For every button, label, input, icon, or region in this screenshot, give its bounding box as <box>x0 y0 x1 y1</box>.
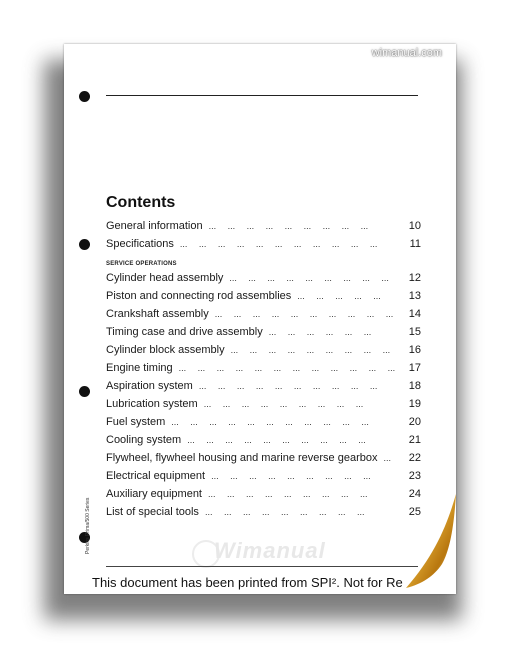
toc-page-number: 22 <box>408 452 421 464</box>
toc-section-heading: SERVICE OPERATIONS <box>106 261 177 267</box>
toc-entry-label: Fuel system <box>106 416 166 428</box>
toc-entry-label: Timing case and drive assembly <box>106 326 263 338</box>
toc-leader-dots: ... ... ... ... ... ... ... ... ... ... <box>198 381 378 391</box>
toc-entry-label: Cylinder block assembly <box>106 344 225 356</box>
toc-entry-label: Cooling system <box>106 434 182 446</box>
toc-page-number: 18 <box>408 380 421 392</box>
toc-entry[interactable] <box>106 506 421 524</box>
toc-entry[interactable] <box>106 416 421 434</box>
document-page <box>64 44 456 594</box>
toc-entry[interactable] <box>106 220 421 238</box>
toc-leader-dots: ... ... ... ... ... ... ... ... ... <box>230 345 391 355</box>
toc-entry[interactable] <box>106 238 421 256</box>
toc-page-number: 15 <box>408 326 421 338</box>
toc-leader-dots: ... ... ... ... ... ... ... ... ... ... ... ... <box>178 363 396 373</box>
toc-leader-dots: ... ... ... ... ... ... ... ... ... <box>211 471 371 481</box>
toc-entry-label: Electrical equipment <box>106 470 206 482</box>
toc-entry-label: Cylinder head assembly <box>106 272 224 284</box>
toc-entry[interactable] <box>106 434 421 452</box>
toc-entry-label: List of special tools <box>106 506 199 518</box>
toc-entry[interactable] <box>106 470 421 488</box>
page-curl-icon <box>376 484 456 594</box>
toc-entry[interactable] <box>106 326 421 344</box>
toc-page-number: 20 <box>408 416 421 428</box>
toc-page-number: 17 <box>408 362 421 374</box>
toc-leader-dots: ... <box>383 453 391 463</box>
toc-page-number: 25 <box>408 506 421 518</box>
toc-entry[interactable] <box>106 308 421 326</box>
toc-leader-dots: ... ... ... ... ... ... ... ... ... <box>203 399 364 409</box>
toc-leader-dots: ... ... ... ... ... ... ... ... ... <box>208 221 369 231</box>
toc-entry[interactable] <box>106 344 421 362</box>
toc-entry-label: Flywheel, flywheel housing and marine reverse gearbox <box>106 452 378 464</box>
toc-entry-label: Engine timing <box>106 362 173 374</box>
binder-hole <box>79 239 90 250</box>
toc-entry[interactable] <box>106 452 421 470</box>
contents-title: Contents <box>106 194 176 211</box>
toc-page-number: 11 <box>409 238 421 250</box>
side-series-text: Perkins Prima/500 Series <box>85 497 91 554</box>
toc-page-number: 24 <box>408 488 421 500</box>
toc-entry[interactable] <box>106 380 421 398</box>
toc-leader-dots: ... ... ... ... ... ... <box>268 327 372 337</box>
toc-leader-dots: ... ... ... ... ... ... ... ... ... <box>229 273 389 283</box>
toc-entry[interactable] <box>106 398 421 416</box>
site-watermark: wimanual.com <box>371 47 442 59</box>
toc-page-number: 14 <box>408 308 421 320</box>
toc-entry-label: Auxiliary equipment <box>106 488 202 500</box>
toc-leader-dots: ... ... ... ... ... <box>297 291 381 301</box>
toc-entry[interactable] <box>106 272 421 290</box>
toc-leader-dots: ... ... ... ... ... ... ... ... ... <box>204 507 365 517</box>
toc-entry-label: Piston and connecting rod assemblies <box>106 290 292 302</box>
binder-hole <box>79 386 90 397</box>
toc-page-number: 13 <box>408 290 421 302</box>
toc-entry-label: Lubrication system <box>106 398 198 410</box>
toc-entry-label: General information <box>106 220 203 232</box>
toc-entry[interactable] <box>106 290 421 308</box>
toc-leader-dots: ... ... ... ... ... ... ... ... ... ... <box>187 435 366 445</box>
toc-page-number: 12 <box>408 272 421 284</box>
toc-entry-label: Aspiration system <box>106 380 193 392</box>
toc-entry-label: Specifications <box>106 238 174 250</box>
toc-entry[interactable] <box>106 488 421 506</box>
toc-page-number: 21 <box>408 434 421 446</box>
toc-leader-dots: ... ... ... ... ... ... ... ... ... ... ... <box>179 239 378 249</box>
bottom-rule <box>106 566 418 567</box>
toc-page-number: 23 <box>408 470 421 482</box>
toc-entry-label: Crankshaft assembly <box>106 308 209 320</box>
binder-hole <box>79 91 90 102</box>
toc-page-number: 19 <box>408 398 421 410</box>
top-rule <box>106 95 418 96</box>
footer-notice: This document has been printed from SPI². Not for Re <box>92 575 403 590</box>
toc-leader-dots: ... ... ... ... ... ... ... ... ... ... <box>214 309 394 319</box>
toc-page-number: 10 <box>408 220 421 232</box>
watermark-logo: Wimanual <box>214 538 326 563</box>
toc-leader-dots: ... ... ... ... ... ... ... ... ... ... ... <box>171 417 369 427</box>
toc-leader-dots: ... ... ... ... ... ... ... ... ... <box>208 489 368 499</box>
toc-page-number: 16 <box>408 344 421 356</box>
table-of-contents <box>106 220 421 524</box>
toc-entry[interactable] <box>106 362 421 380</box>
